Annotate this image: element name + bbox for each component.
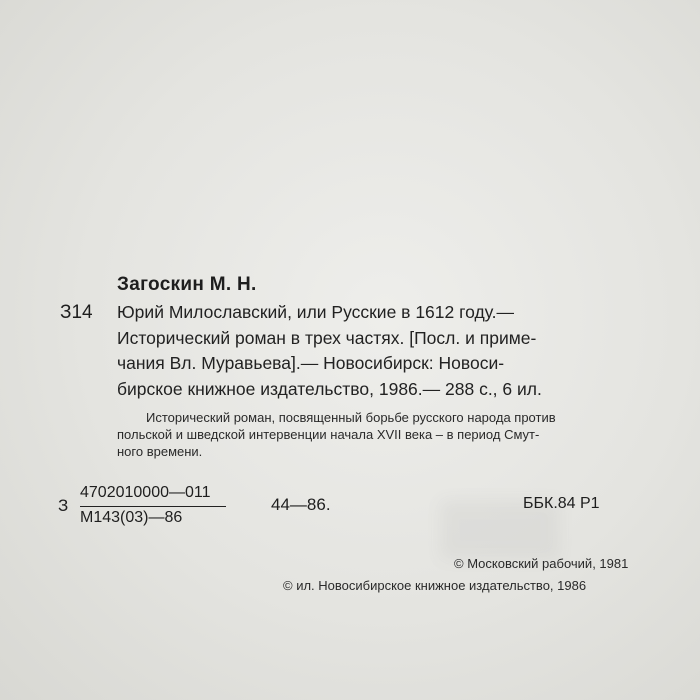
annotation-line-2: польской и шведской интервенции начала XVII века – в период Смут- xyxy=(117,427,540,442)
catalog-code: 44—86. xyxy=(271,495,331,514)
annotation-line-3: ного времени. xyxy=(117,444,203,459)
isbn-prefix: З xyxy=(58,496,69,515)
copyright-line-2: © ил. Новосибирское книжное издательство, 1986 xyxy=(283,578,587,593)
udk-index: З14 xyxy=(60,302,93,323)
isbn-denominator: М143(03)—86 xyxy=(80,509,183,526)
annotation-line-1: Исторический роман, посвященный борьбе русского народа против xyxy=(146,410,556,425)
description-line-4: бирское книжное издательство, 1986.— 288 с., 6 ил. xyxy=(117,379,542,399)
isbn-numerator: 4702010000—011 xyxy=(80,484,211,501)
isbn-fraction-rule xyxy=(80,506,226,507)
description-line-2: Исторический роман в трех частях. [Посл. и приме- xyxy=(117,328,537,348)
description-line-1: Юрий Милославский, или Русские в 1612 году.— xyxy=(117,302,515,322)
author-name: Загоскин М. Н. xyxy=(117,274,257,295)
copyright-line-1: © Московский рабочий, 1981 xyxy=(454,556,629,571)
description-line-3: чания Вл. Муравьева].— Новосибирск: Новоси- xyxy=(117,353,505,373)
bbk-index: ББК.84 Р1 xyxy=(523,495,600,512)
